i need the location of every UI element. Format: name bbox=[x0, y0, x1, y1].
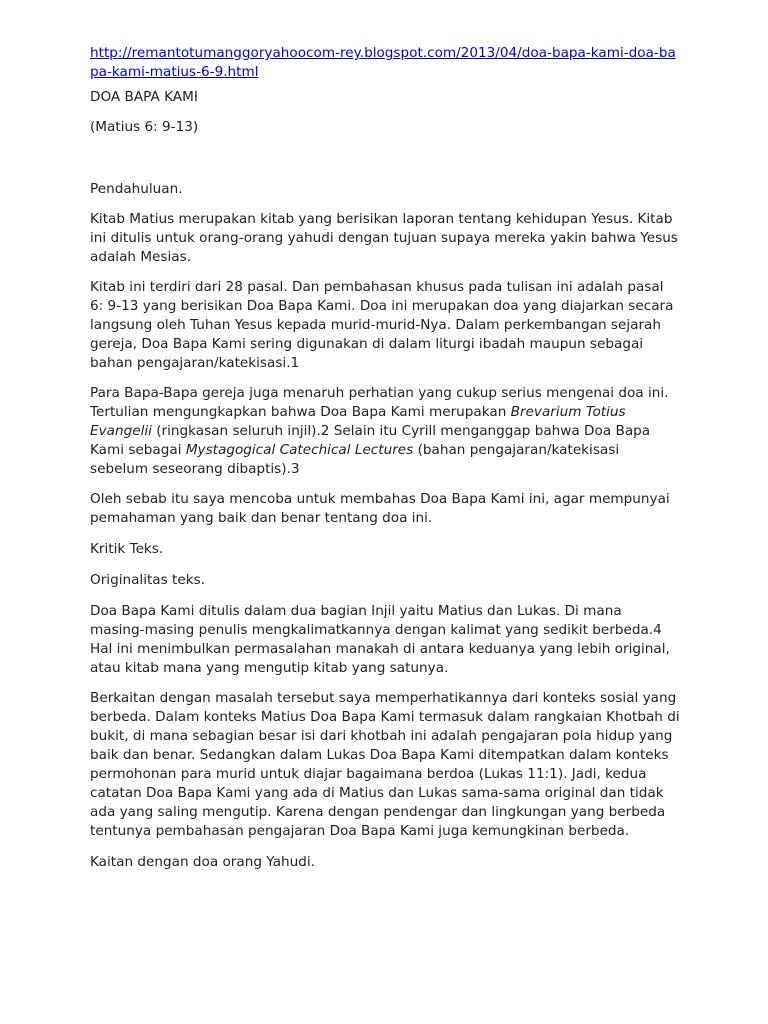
paragraph-3-italic-2: Mystagogical Catechical Lectures bbox=[185, 442, 414, 458]
paragraph-3-part-c: (bahan pengajaran/katekisasi sebelum seseorang dibaptis).3 bbox=[90, 442, 620, 477]
scripture-reference: (Matius 6: 9-13) bbox=[90, 119, 199, 135]
heading-kritik-teks: Kritik Teks. bbox=[90, 541, 164, 557]
paragraph-6: Berkaitan dengan masalah tersebut saya memperhatikannya dari konteks sosial yang berbeda. Dalam konteks Matius Doa Bapa Kami termasuk dalam rangkaian Khotbah di bukit, di mana sebagian besar isi dari khotbah ini adalah pengajaran pola hidup yang baik dan benar. Sedangkan dalam Lukas Doa Bapa Kami ditempatkan dalam konteks permohonan para murid untuk diajar bagaimana berdoa (Lukas 11:1). Jadi, kedua catatan Doa Bapa Kami yang ada di Matius dan Lukas sama-sama original dan tidak ada yang saling mengutip. Karena dengan pendengar dan lingkungan yang berbeda tentunya pembahasan pengajaran Doa Bapa Kami juga kemungkinan berbeda. bbox=[90, 690, 680, 839]
heading-originalitas-teks: Originalitas teks. bbox=[90, 572, 206, 588]
paragraph-3-italic-1: Brevarium Totius Evangelii bbox=[90, 404, 626, 439]
paragraph-2: Kitab ini terdiri dari 28 pasal. Dan pembahasan khusus pada tulisan ini adalah pasal 6: 9-13 yang berisikan Doa Bapa Kami. Doa ini merupakan doa yang diajarkan secara langsung oleh Tuhan Yesus kepada murid-murid-Nya. Dalam perkembangan sejarah gereja, Doa Bapa Kami sering digunakan di dalam liturgi ibadah maupun sebagai bahan pengajaran/katekisasi.1 bbox=[90, 279, 674, 371]
source-link[interactable]: http://remantotumanggoryahoocom-rey.blogspot.com/2013/04/doa-bapa-kami-doa-bapa-kami-matius-6-9.html bbox=[90, 45, 676, 80]
paragraph-4: Oleh sebab itu saya mencoba untuk membahas Doa Bapa Kami ini, agar mempunyai pemahaman yang baik dan benar tentang doa ini. bbox=[90, 491, 670, 526]
paragraph-1: Kitab Matius merupakan kitab yang berisikan laporan tentang kehidupan Yesus. Kitab ini ditulis untuk orang-orang yahudi dengan tujuan supaya mereka yakin bahwa Yesus adalah Mesias. bbox=[90, 211, 678, 265]
heading-pendahuluan: Pendahuluan. bbox=[90, 181, 183, 197]
paragraph-3-part-a: Para Bapa-Bapa gereja juga menaruh perhatian yang cukup serius mengenai doa ini. Tertulian mengungkapkan bahwa Doa Bapa Kami merupakan bbox=[90, 385, 669, 420]
paragraph-5: Doa Bapa Kami ditulis dalam dua bagian Injil yaitu Matius dan Lukas. Di mana masing-masing penulis mengkalimatkannya dengan kalimat yang sedikit berbeda.4 Hal ini menimbulkan permasalahan manakah di antara keduanya yang lebih original, atau kitab mana yang mengutip kitab yang satunya. bbox=[90, 603, 670, 676]
paragraph-3-part-b: (ringkasan seluruh injil).2 Selain itu Cyrill menganggap bahwa Doa Bapa Kami sebagai bbox=[90, 423, 651, 458]
document-title: DOA BAPA KAMI bbox=[90, 89, 198, 105]
heading-kaitan: Kaitan dengan doa orang Yahudi. bbox=[90, 854, 315, 870]
paragraph-3 bbox=[90, 384, 680, 479]
